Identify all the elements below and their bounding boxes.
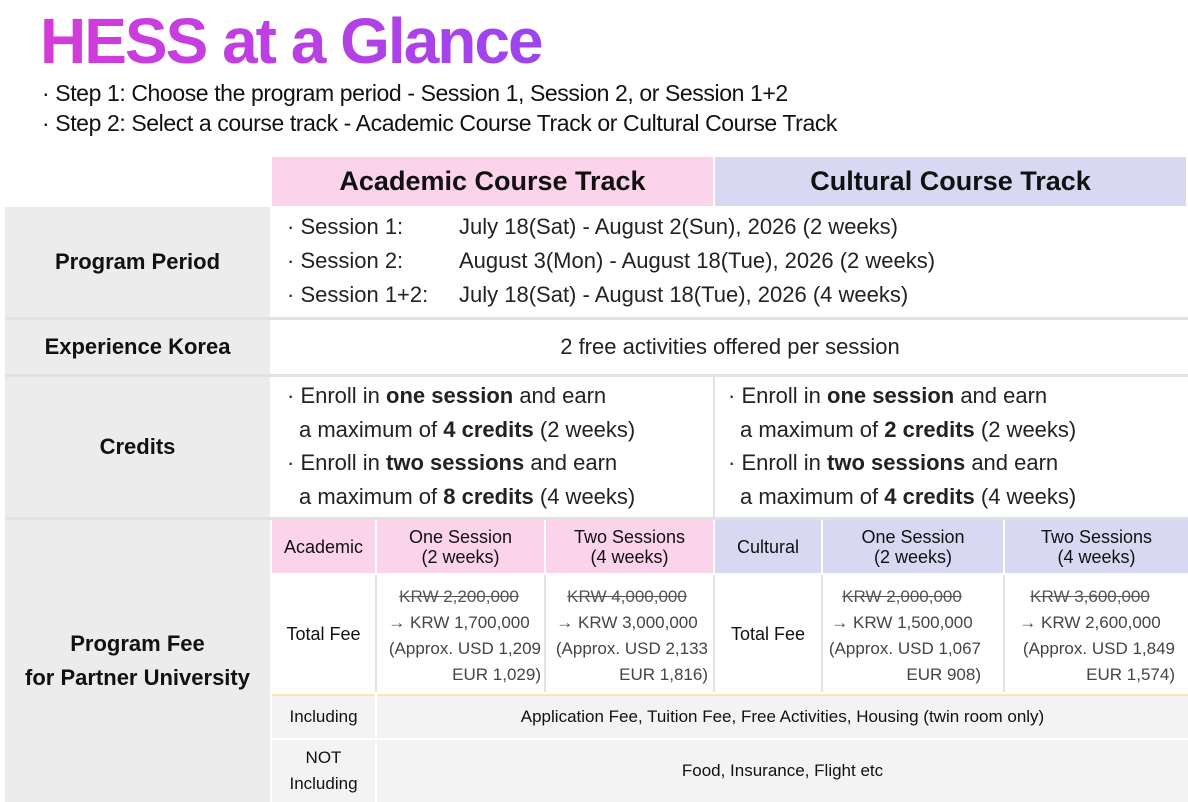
cultural-track-header: Cultural Course Track <box>715 157 1186 206</box>
academic-track-header: Academic Course Track <box>272 157 713 206</box>
page-title: HESS at a Glance <box>40 2 542 80</box>
fee-divider <box>713 575 715 692</box>
credits-academic: · Enroll in one session and earn a maximum of 4 credits (2 weeks) · Enroll in two sessions and earn a maximum of 8 credits (4 weeks) <box>287 383 636 509</box>
academic-fee-header: Academic <box>272 520 375 573</box>
experience-korea-text: 2 free activities offered per session <box>560 334 900 359</box>
credits-cultural: · Enroll in one session and earn a maximum of 2 credits (2 weeks) · Enroll in two sessions and earn a maximum of 4 credits (4 weeks) <box>728 383 1077 509</box>
session-2-dates: August 3(Mon) - August 18(Tue), 2026 (2 weeks) <box>459 248 936 273</box>
academic-two-sessions-fee: KRW 4,000,000 → KRW 3,000,000 (Approx. USD 2,133 EUR 1,816) <box>555 587 708 684</box>
column-divider <box>713 377 715 517</box>
not-including-text: Food, Insurance, Flight etc <box>377 740 1188 802</box>
including-label: Including <box>272 694 375 738</box>
step-1: · Step 1: Choose the program period - Session 1, Session 2, or Session 1+2 <box>42 80 788 106</box>
steps-list <box>42 78 837 138</box>
session-12-dates: July 18(Sat) - August 18(Tue), 2026 (4 weeks) <box>459 282 909 307</box>
cultural-two-sessions-header: Two Sessions (4 weeks) <box>1005 520 1188 573</box>
not-including-label: NOT Including <box>272 740 375 802</box>
cultural-one-session-fee: KRW 2,000,000 → KRW 1,500,000 (Approx. USD 1,067 EUR 908) <box>828 587 981 684</box>
session-1-dates: July 18(Sat) - August 2(Sun), 2026 (2 weeks) <box>459 214 898 239</box>
cultural-total-fee-label: Total Fee <box>730 623 806 644</box>
session-1-name: · Session 1: <box>287 214 404 239</box>
step-2: · Step 2: Select a course track - Academic Course Track or Cultural Course Track <box>42 110 838 136</box>
including-text: Application Fee, Tuition Fee, Free Activities, Housing (twin room only) <box>377 694 1188 738</box>
session-12-name: · Session 1+2: <box>287 282 429 307</box>
academic-one-session-fee: KRW 2,200,000 → KRW 1,700,000 (Approx. USD 1,209 EUR 1,029) <box>388 587 541 684</box>
academic-total-fee-label: Total Fee <box>286 623 361 644</box>
experience-korea-label: Experience Korea <box>44 334 231 359</box>
program-fee-label: Program Fee for Partner University <box>25 631 250 690</box>
academic-two-sessions-header: Two Sessions (4 weeks) <box>546 520 713 573</box>
program-period-label: Program Period <box>54 249 221 274</box>
cultural-two-sessions-fee: KRW 3,600,000 → KRW 2,600,000 (Approx. USD 1,849 EUR 1,574) <box>1019 587 1175 684</box>
credits-label: Credits <box>99 434 176 459</box>
cultural-fee-header: Cultural <box>715 520 821 573</box>
session-2-name: · Session 2: <box>287 248 404 273</box>
cultural-one-session-header: One Session (2 weeks) <box>823 520 1003 573</box>
program-period-sessions <box>287 212 1177 316</box>
academic-one-session-header: One Session (2 weeks) <box>377 520 544 573</box>
